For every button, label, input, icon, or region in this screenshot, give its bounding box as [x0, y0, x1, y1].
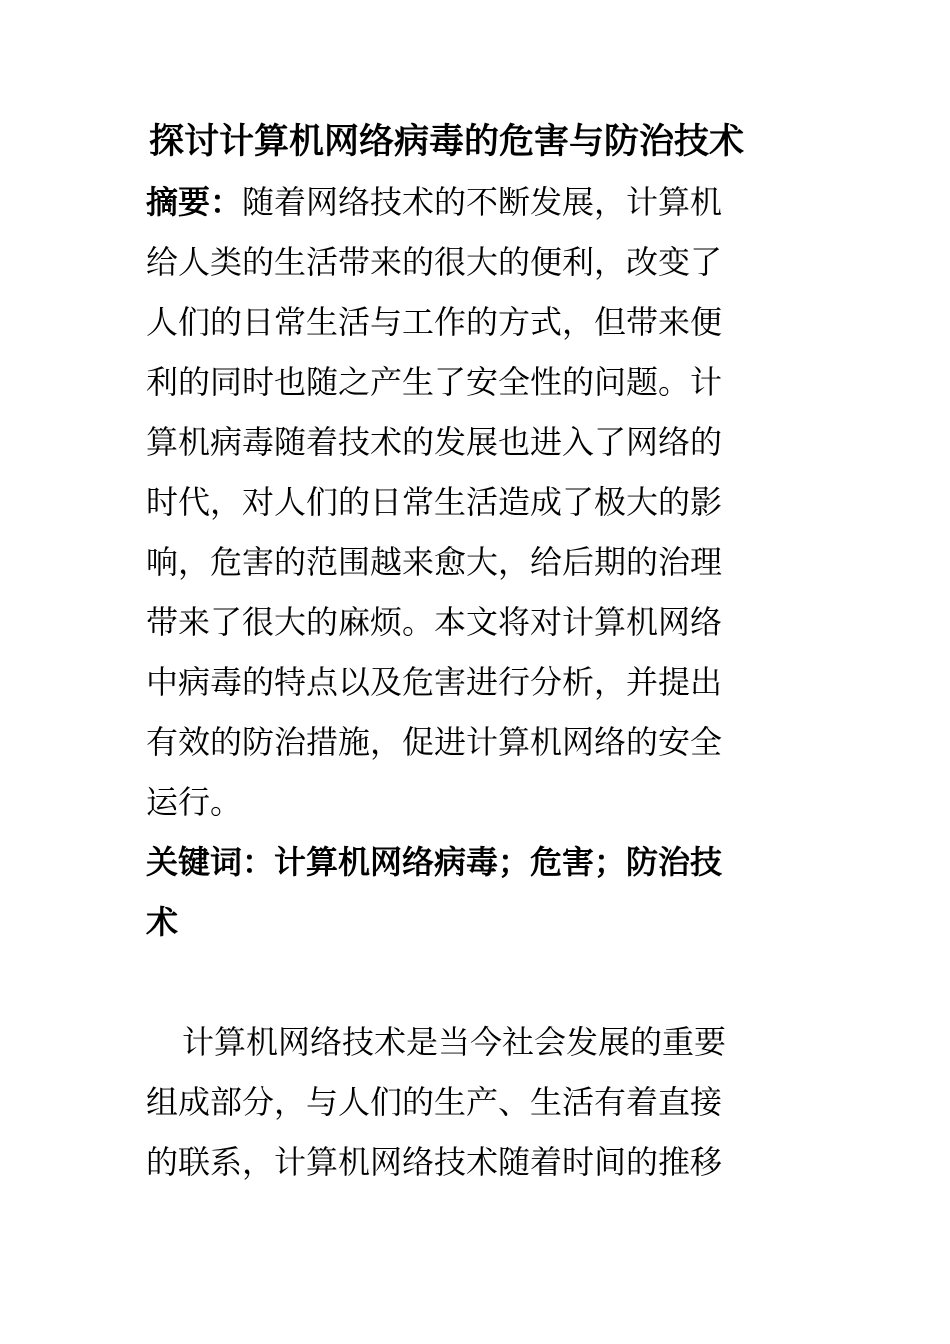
- keywords-line: 关键词：计算机网络病毒；危害；防治技: [146, 843, 723, 881]
- abstract-line: 带来了很大的麻烦。本文将对计算机网络: [146, 603, 723, 641]
- abstract-line: 算机病毒随着技术的发展也进入了网络的: [146, 423, 723, 461]
- abstract-first-line: [146, 172, 786, 232]
- abstract-line: 给人类的生活带来的很大的便利，改变了: [146, 243, 723, 281]
- keywords-line: 术: [146, 903, 179, 941]
- abstract-line: 人们的日常生活与工作的方式，但带来便: [146, 303, 723, 341]
- body-paragraph: [146, 1012, 786, 1192]
- document-page: [146, 112, 786, 1192]
- body-first-line-text: 计算机网络技术是当今社会发展的重要: [182, 1023, 727, 1061]
- abstract-line: 中病毒的特点以及危害进行分析，并提出: [146, 663, 723, 701]
- abstract-line: 响，危害的范围越来愈大，给后期的治理: [146, 543, 723, 581]
- keywords-paragraph: [146, 832, 786, 952]
- abstract-label: 摘要：: [146, 183, 243, 221]
- abstract-line: 运行。: [146, 783, 243, 821]
- abstract-first-line-text: 随着网络技术的不断发展，计算机: [242, 183, 723, 221]
- abstract-line: 利的同时也随之产生了安全性的问题。计: [146, 363, 723, 401]
- body-line: 的联系，计算机网络技术随着时间的推移: [146, 1143, 723, 1181]
- document-title: 探讨计算机网络病毒的危害与防治技术: [149, 121, 745, 162]
- body-line: 组成部分，与人们的生产、生活有着直接: [146, 1083, 723, 1121]
- abstract-line: 有效的防治措施，促进计算机网络的安全: [146, 723, 723, 761]
- abstract-paragraph: [146, 172, 786, 832]
- blank-line: [146, 952, 786, 1012]
- body-first-line: [146, 1012, 786, 1072]
- abstract-line: 时代，对人们的日常生活造成了极大的影: [146, 483, 723, 521]
